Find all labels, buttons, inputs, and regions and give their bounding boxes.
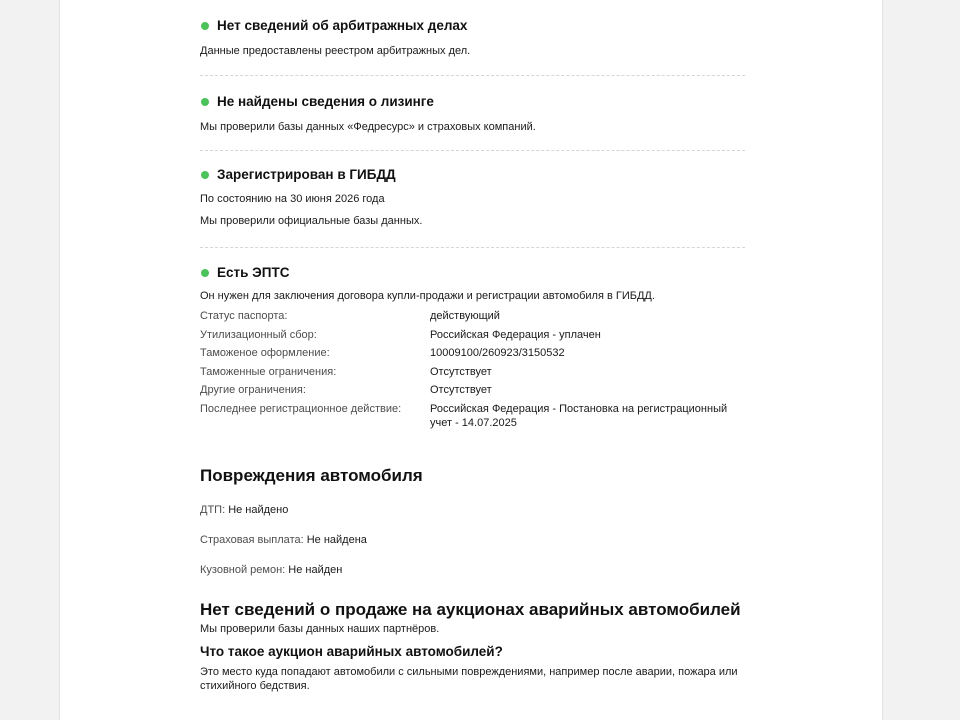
green-dot-icon xyxy=(201,269,209,277)
damage-value: Не найдена xyxy=(306,533,367,546)
green-dot-icon xyxy=(201,22,209,30)
detail-value: действующий xyxy=(430,310,500,322)
check-header xyxy=(200,165,745,185)
detail-value: Отсутствует xyxy=(430,384,492,396)
check-description: Мы проверили базы данных «Федресурс» и страховых компаний. xyxy=(200,121,536,133)
detail-value: 10009100/260923/3150532 xyxy=(430,347,565,359)
epts-details xyxy=(200,309,745,430)
damage-value: Не найдено xyxy=(228,503,289,516)
check-header xyxy=(200,16,745,36)
auction-subtitle: Мы проверили базы данных наших партнёров. xyxy=(200,622,440,635)
auction-title: Нет сведений о продаже на аукционах аварийных автомобилей xyxy=(200,599,741,619)
detail-row xyxy=(200,309,745,323)
check-description: Он нужен для заключения договора купли-продажи и регистрации автомобиля в ГИБДД. xyxy=(200,290,655,302)
detail-key: Последнее регистрационное действие: xyxy=(200,402,402,415)
damage-row xyxy=(200,533,745,547)
auction-question: Что такое аукцион аварийных автомобилей? xyxy=(200,643,503,659)
auction-answer: Это место куда попадают автомобили с сильными повреждениями, например после аварии, пожара или стихийного бедствия. xyxy=(200,665,738,692)
damage-key: Кузовной ремон: xyxy=(200,563,289,576)
damage-title: Повреждения автомобиля xyxy=(200,465,423,485)
check-arbitration xyxy=(200,0,745,76)
check-epts xyxy=(200,248,745,430)
detail-row xyxy=(200,328,745,342)
check-header xyxy=(200,263,745,283)
detail-value: Российская Федерация - уплачен xyxy=(430,328,601,341)
detail-row xyxy=(200,402,745,430)
damage-key: Страховая выплата: xyxy=(200,533,307,546)
detail-key: Таможенные ограничения: xyxy=(200,365,337,378)
auction-section xyxy=(200,599,745,693)
check-header xyxy=(200,92,745,112)
detail-row xyxy=(200,365,745,379)
green-dot-icon xyxy=(201,171,209,179)
check-title: Нет сведений об арбитражных делах xyxy=(217,18,468,33)
report-sheet xyxy=(59,0,883,720)
damage-key: ДТП: xyxy=(200,503,229,516)
detail-key: Другие ограничения: xyxy=(200,384,306,396)
detail-row xyxy=(200,346,745,360)
check-title: Не найдены сведения о лизинге xyxy=(217,94,434,109)
check-description: Данные предоставлены реестром арбитражных дел. xyxy=(200,45,471,57)
damage-row xyxy=(200,563,745,577)
detail-key: Таможеное оформление: xyxy=(200,347,330,359)
damage-row xyxy=(200,503,745,517)
check-leasing xyxy=(200,76,745,151)
detail-row xyxy=(200,383,745,397)
damage-section xyxy=(200,465,745,577)
detail-key: Статус паспорта: xyxy=(200,310,288,322)
check-title: Зарегистрирован в ГИБДД xyxy=(217,167,396,182)
green-dot-icon xyxy=(201,98,209,106)
detail-value: Российская Федерация - Постановка на регистрационный учет - 14.07.2025 xyxy=(430,402,728,429)
detail-key: Утилизационный сбор: xyxy=(200,328,317,341)
check-description: Мы проверили официальные базы данных. xyxy=(200,215,423,227)
report-content xyxy=(200,0,745,693)
check-title: Есть ЭПТС xyxy=(217,265,290,280)
check-registration xyxy=(200,151,745,248)
damage-value: Не найден xyxy=(288,563,343,576)
detail-value: Отсутствует xyxy=(430,365,492,378)
check-date: По состоянию на 30 июня 2026 года xyxy=(200,193,385,205)
